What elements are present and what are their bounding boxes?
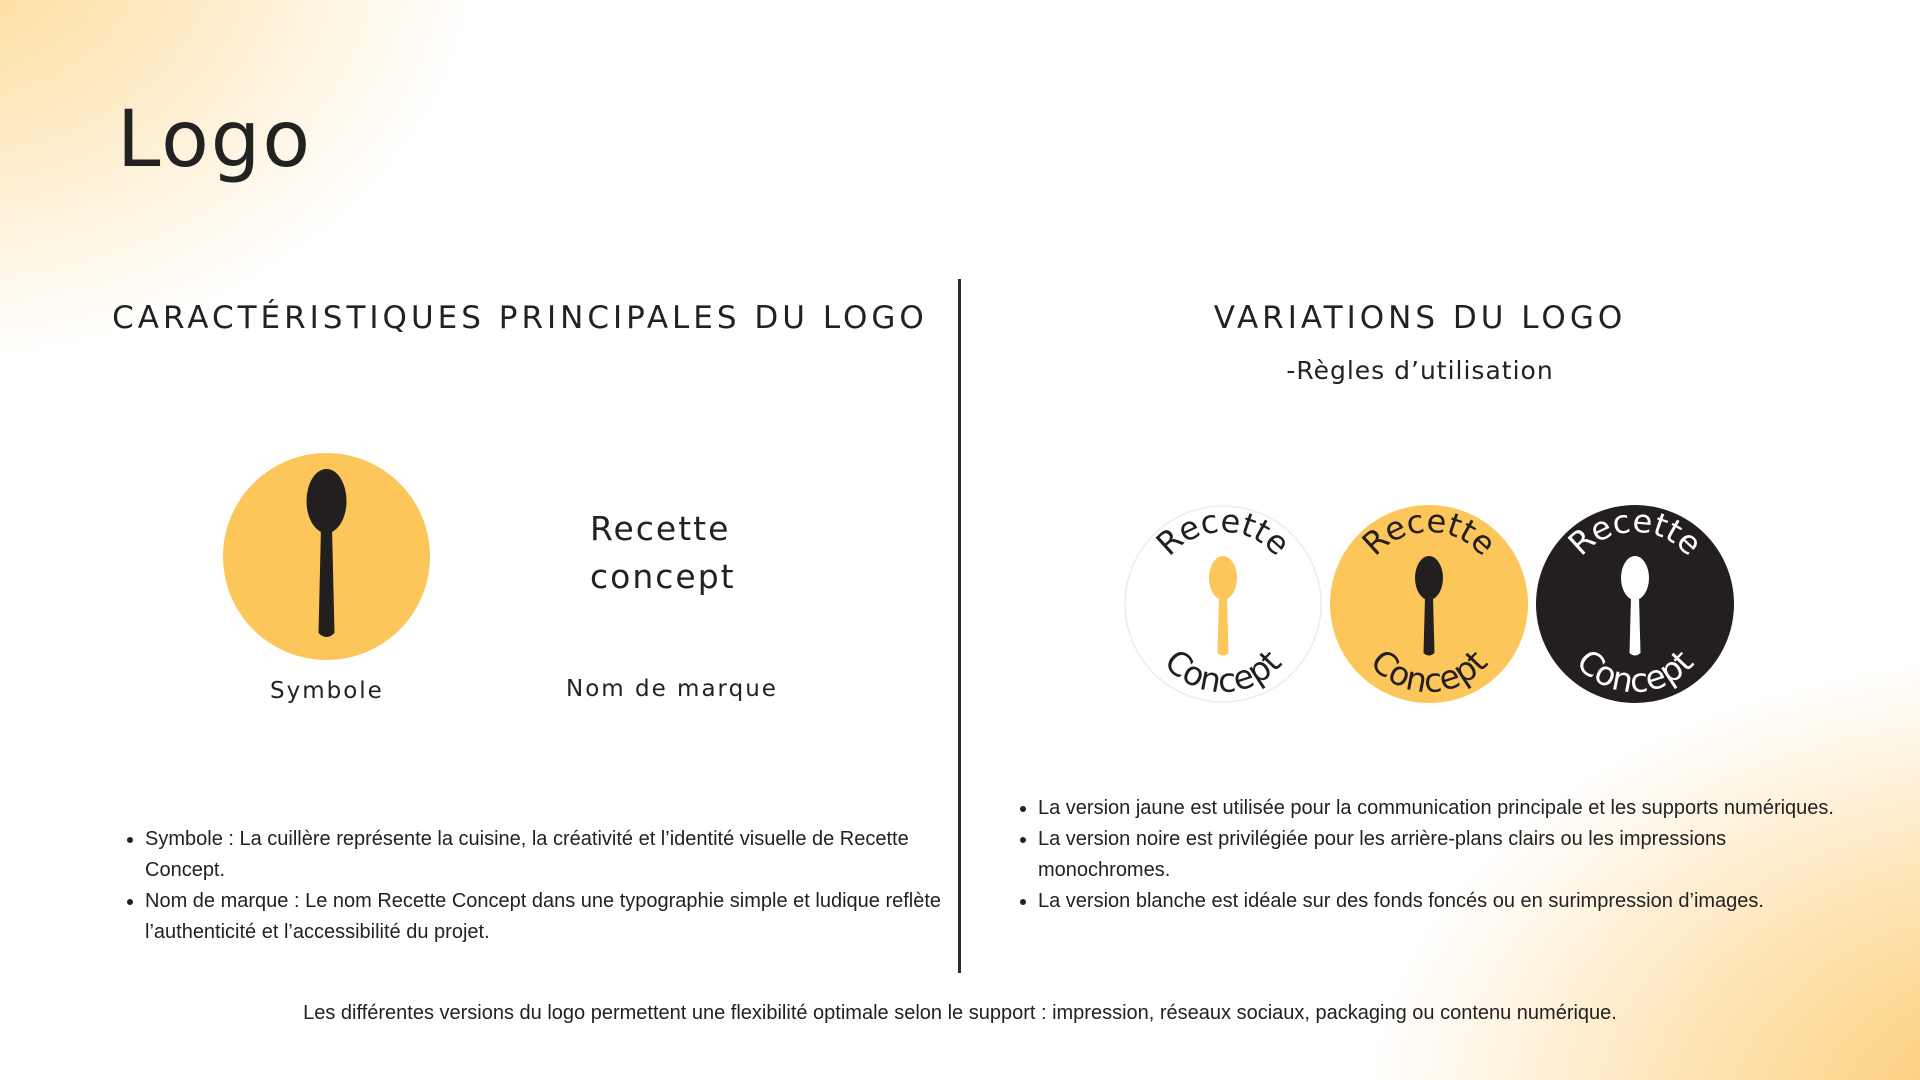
list-item: • La version blanche est idéale sur des fonds foncés ou en surimpression d’images. xyxy=(1038,886,1848,917)
page-title: Logo xyxy=(117,95,313,185)
logo-symbol xyxy=(223,453,430,660)
variant-black-text-bottom: Concept xyxy=(1569,641,1701,701)
main-features-list xyxy=(119,824,975,948)
main-features-heading: CARACTÉRISTIQUES PRINCIPALES DU LOGO xyxy=(112,300,928,336)
brand-name xyxy=(590,505,736,601)
variant-white-text-top: Recette xyxy=(1148,505,1298,563)
logo-variant-black xyxy=(1536,505,1734,703)
list-item: • La version jaune est utilisée pour la communication principale et les supports numériques. xyxy=(1038,793,1848,824)
brand-name-line-2: concept xyxy=(590,557,736,596)
logo-variant-yellow xyxy=(1330,505,1528,703)
symbol-caption: Symbole xyxy=(270,678,384,704)
variant-black-text-top: Recette xyxy=(1560,505,1710,563)
brand-name-line-1: Recette xyxy=(590,509,731,548)
logo-variant-white xyxy=(1124,505,1322,703)
list-item: • La version noire est privilégiée pour les arrière-plans clairs ou les impressions monochromes. xyxy=(1038,824,1848,886)
footer-note: Les différentes versions du logo permettent une flexibilité optimale selon le support : impression, réseaux sociaux, packaging ou contenu numérique. xyxy=(303,1002,1617,1024)
logo-variations-list xyxy=(1012,793,1848,917)
usage-rules-subheading: -Règles d’utilisation xyxy=(1286,356,1554,385)
variant-white-text-bottom: Concept xyxy=(1157,641,1289,701)
brand-name-caption: Nom de marque xyxy=(566,676,778,702)
list-item: • Symbole : La cuillère représente la cuisine, la créativité et l’identité visuelle de Recette Concept. xyxy=(145,824,975,886)
variant-yellow-text-bottom: Concept xyxy=(1363,641,1495,701)
logo-variations-heading: VARIATIONS DU LOGO xyxy=(1213,300,1627,336)
variant-yellow-text-top: Recette xyxy=(1354,505,1504,563)
list-item: • Nom de marque : Le nom Recette Concept dans une typographie simple et ludique reflète l’authenticité et l’accessibilité du projet. xyxy=(145,886,975,948)
